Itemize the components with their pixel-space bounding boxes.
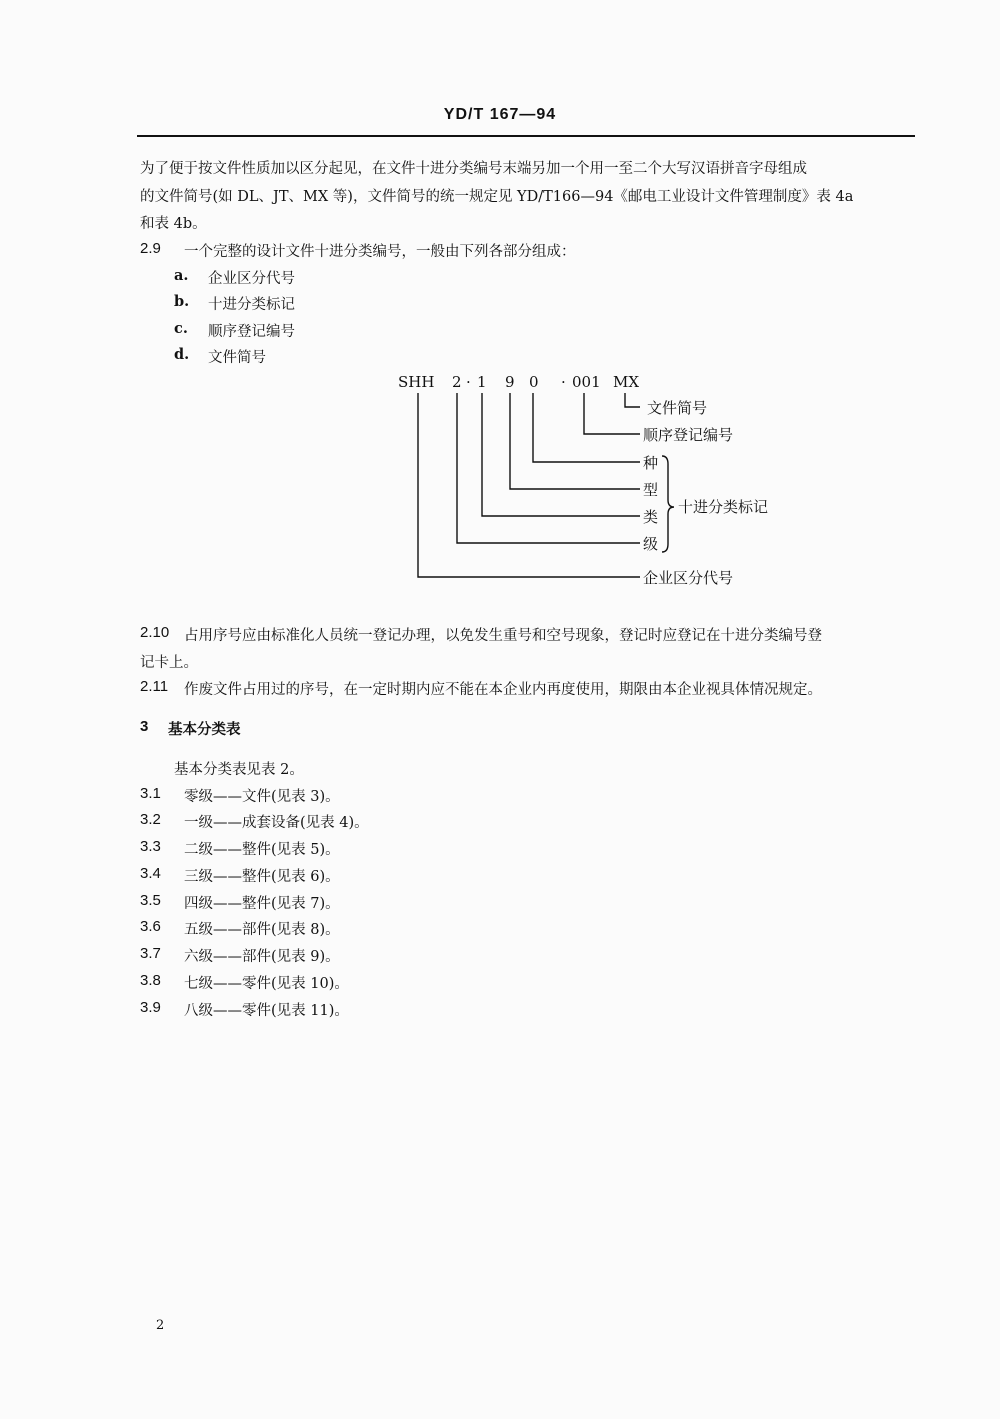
- list-item-text: 企业区分代号: [208, 271, 295, 287]
- subsection-number: 3.9: [140, 999, 161, 1016]
- subsection-number: 3.6: [140, 918, 161, 935]
- connector-enterprise: [418, 393, 640, 577]
- code-suffix: MX: [613, 373, 640, 391]
- section-2-9-number: 2.9: [140, 240, 161, 257]
- code-digit-type: 9: [505, 373, 515, 391]
- subsection-text: 一级——成套设备(见表 4)。: [184, 815, 369, 831]
- code-digit-level: 2: [452, 373, 462, 391]
- subsection-text: 二级——整件(见表 5)。: [184, 842, 340, 858]
- subsection-text: 八级——零件(见表 11)。: [184, 1003, 349, 1019]
- code-digit-kind: 0: [529, 373, 539, 391]
- label-lei: 类: [643, 508, 659, 526]
- connector-doc-code: [625, 393, 640, 407]
- list-item-text: 文件简号: [208, 350, 266, 366]
- intro-line-1: 为了便于按文件性质加以区分起见，在文件十进分类编号末端另加一个用一至二个大写汉语拼音字母组成: [140, 161, 807, 177]
- section-2-11-number: 2.11: [140, 678, 169, 695]
- subsection-text: 四级——整件(见表 7)。: [184, 896, 340, 912]
- connector-kind: [533, 393, 640, 462]
- subsection-text: 六级——部件(见表 9)。: [184, 949, 340, 965]
- subsection-number: 3.3: [140, 838, 161, 855]
- subsection-number: 3.5: [140, 892, 161, 909]
- code-digit-class: 1: [477, 373, 487, 391]
- brace: [662, 456, 674, 552]
- code-dot: ·: [561, 373, 566, 391]
- section-3-intro: 基本分类表见表 2。: [174, 762, 304, 778]
- section-3-number: 3: [140, 718, 149, 735]
- subsection-number: 3.8: [140, 972, 161, 989]
- subsection-text: 零级——文件(见表 3)。: [184, 789, 340, 805]
- list-item-letter: d.: [174, 346, 190, 363]
- list-item-text: 十进分类标记: [208, 297, 295, 313]
- intro-line-2: 的文件简号(如 DL、JT、MX 等)，文件简号的统一规定见 YD/T166—94《邮电工业设计文件管理制度》表 4a: [140, 189, 854, 205]
- subsection-number: 3.1: [140, 785, 161, 802]
- code-serial: 001: [572, 373, 601, 391]
- subsection-number: 3.4: [140, 865, 161, 882]
- code-prefix: SHH: [398, 373, 435, 391]
- subsection-text: 三级——整件(见表 6)。: [184, 869, 340, 885]
- label-ji: 级: [643, 535, 659, 553]
- page-header: YD/T 167—94: [443, 106, 557, 123]
- label-enterprise: 企业区分代号: [643, 569, 734, 587]
- label-xing: 型: [643, 481, 659, 499]
- list-item-letter: c.: [174, 320, 188, 337]
- label-zhong: 种: [643, 454, 659, 472]
- label-doc-code: 文件简号: [647, 399, 708, 417]
- subsection-number: 3.2: [140, 811, 161, 828]
- subsection-text: 五级——部件(见表 8)。: [184, 922, 340, 938]
- label-decimal-mark: 十进分类标记: [678, 498, 769, 516]
- intro-line-3: 和表 4b。: [140, 216, 207, 232]
- code-dot: ·: [466, 373, 471, 391]
- code-structure-diagram: [0, 0, 1000, 600]
- list-item-letter: a.: [174, 267, 189, 284]
- section-2-10-number: 2.10: [140, 624, 170, 641]
- list-item-text: 顺序登记编号: [208, 324, 295, 340]
- section-2-10-line-1: 占用序号应由标准化人员统一登记办理，以免发生重号和空号现象，登记时应登记在十进分类编号登: [184, 628, 822, 644]
- list-item-letter: b.: [174, 293, 190, 310]
- section-2-10-line-2: 记卡上。: [140, 655, 198, 671]
- connector-serial: [584, 393, 640, 434]
- label-serial-no: 顺序登记编号: [643, 426, 734, 444]
- connector-type: [510, 393, 640, 489]
- connector-level: [457, 393, 640, 543]
- section-2-9-text: 一个完整的设计文件十进分类编号，一般由下列各部分组成：: [184, 244, 576, 260]
- connector-class: [482, 393, 640, 516]
- subsection-number: 3.7: [140, 945, 161, 962]
- section-3-title: 基本分类表: [168, 721, 241, 738]
- page-number: 2: [156, 1318, 165, 1333]
- subsection-text: 七级——零件(见表 10)。: [184, 976, 349, 992]
- section-2-11-text: 作废文件占用过的序号，在一定时期内应不能在本企业内再度使用，期限由本企业视具体情况规定。: [184, 682, 822, 698]
